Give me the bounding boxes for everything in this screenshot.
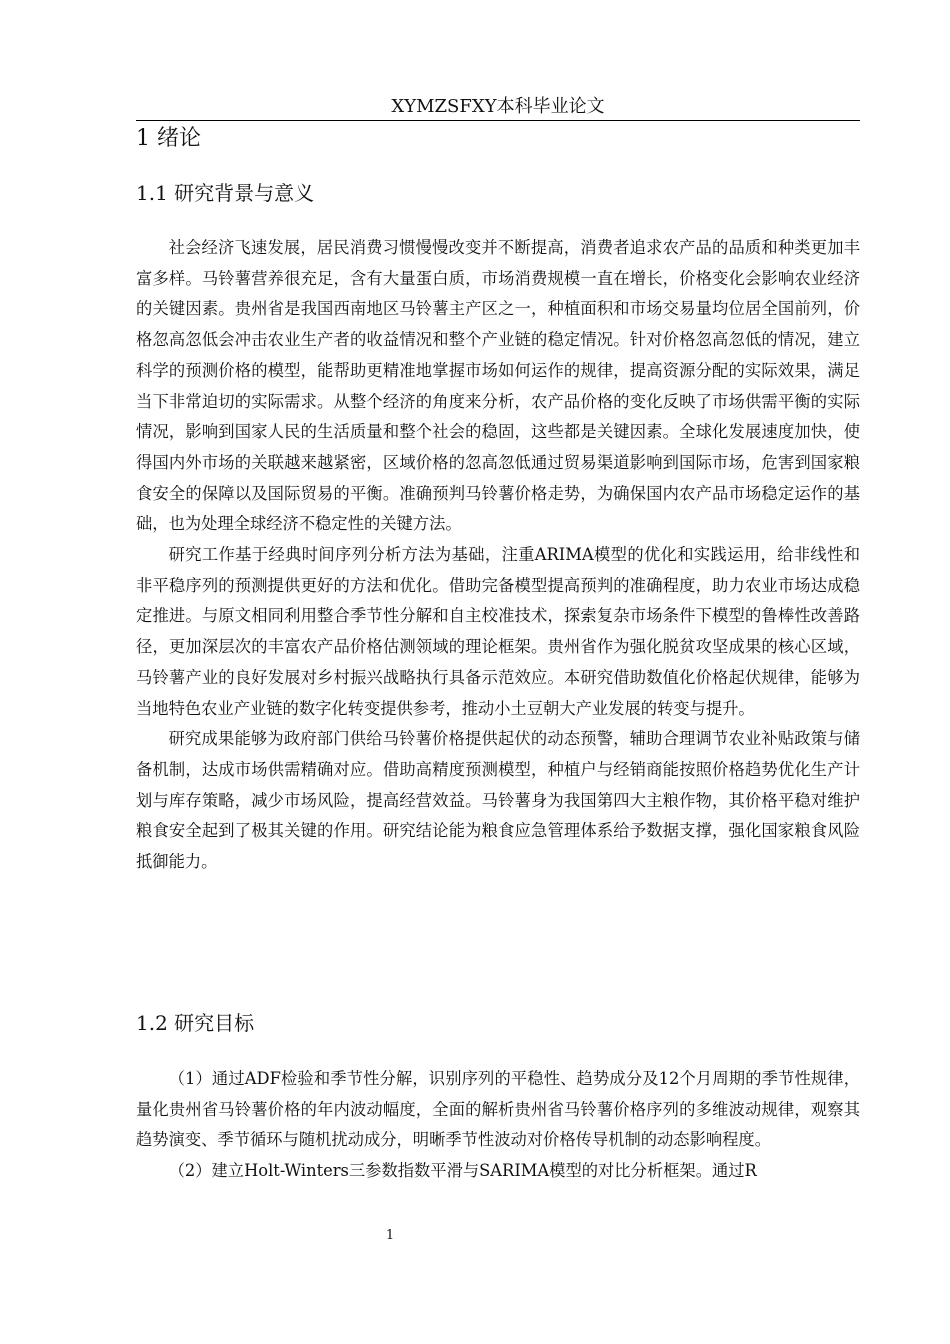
chapter-title: 1 绪论 <box>136 126 201 151</box>
paragraph: （2）建立Holt-Winters三参数指数平滑与SARIMA模型的对比分析框架。通过R <box>168 1161 757 1181</box>
section-1-1-body <box>136 233 860 878</box>
section-title-1-2: 1.2 研究目标 <box>136 1011 255 1035</box>
running-header: XYMZSFXY本科毕业论文 <box>136 94 860 121</box>
paragraph: 研究成果能够为政府部门供给马铃薯价格提供起伏的动态预警，辅助合理调节农业补贴政策与储备机制，达成市场供需精确对应。借助高精度预测模型，种植户与经销商能按照价格趋势优化生产计划与库存策略，减少市场风险，提高经营效益。马铃薯身为我国第四大主粮作物，其价格平稳对维护粮食安全起到了极其关键的作用。研究结论能为粮食应急管理体系给予数据支撑，强化国家粮食风险抵御能力。 <box>136 729 860 872</box>
paragraph: 研究工作基于经典时间序列分析方法为基础，注重ARIMA模型的优化和实践运用，给非线性和非平稳序列的预测提供更好的方法和优化。借助完备模型提高预判的准确程度，助力农业市场达成稳定推进。与原文相同利用整合季节性分解和自主校准技术，探索复杂市场条件下模型的鲁棒性改善路径，更加深层次的丰富农产品价格估测领域的理论框架。贵州省作为强化脱贫攻坚成果的核心区域，马铃薯产业的良好发展对乡村振兴战略执行具备示范效应。本研究借助数值化价格起伏规律，能够为当地特色农业产业链的数字化转变提供参考，推动小土豆朝大产业发展的转变与提升。 <box>136 545 860 718</box>
section-title-1-1: 1.1 研究背景与意义 <box>136 181 315 205</box>
paragraph: （1）通过ADF检验和季节性分解，识别序列的平稳性、趋势成分及12个月周期的季节性规律，量化贵州省马铃薯价格的年内波动幅度，全面的解析贵州省马铃薯价格序列的多维波动规律，观察其趋势演变、季节循环与随机扰动成分，明晰季节性波动对价格传导机制的动态影响程度。 <box>136 1069 860 1150</box>
section-1-2-body <box>136 1064 860 1187</box>
paragraph: 社会经济飞速发展，居民消费习惯慢慢改变并不断提高，消费者追求农产品的品质和种类更加丰富多样。马铃薯营养很充足，含有大量蛋白质，市场消费规模一直在增长，价格变化会影响农业经济的关键因素。贵州省是我国西南地区马铃薯主产区之一，种植面积和市场交易量均位居全国前列，价格忽高忽低会冲击农业生产者的收益情况和整个产业链的稳定情况。针对价格忽高忽低的情况，建立科学的预测价格的模型，能帮助更精准地掌握市场如何运作的规律，提高资源分配的实际效果，满足当下非常迫切的实际需求。从整个经济的角度来分析，农产品价格的变化反映了市场供需平衡的实际情况，影响到国家人民的生活质量和整个社会的稳固，这些都是关键因素。全球化发展速度加快，使得国内外市场的关联越来越紧密，区域价格的忽高忽低通过贸易渠道影响到国际市场，危害到国家粮食安全的保障以及国际贸易的平衡。准确预判马铃薯价格走势，为确保国内农产品市场稳定运作的基础，也为处理全球经济不稳定性的关键方法。 <box>136 238 860 534</box>
page-number: 1 <box>385 1228 395 1243</box>
